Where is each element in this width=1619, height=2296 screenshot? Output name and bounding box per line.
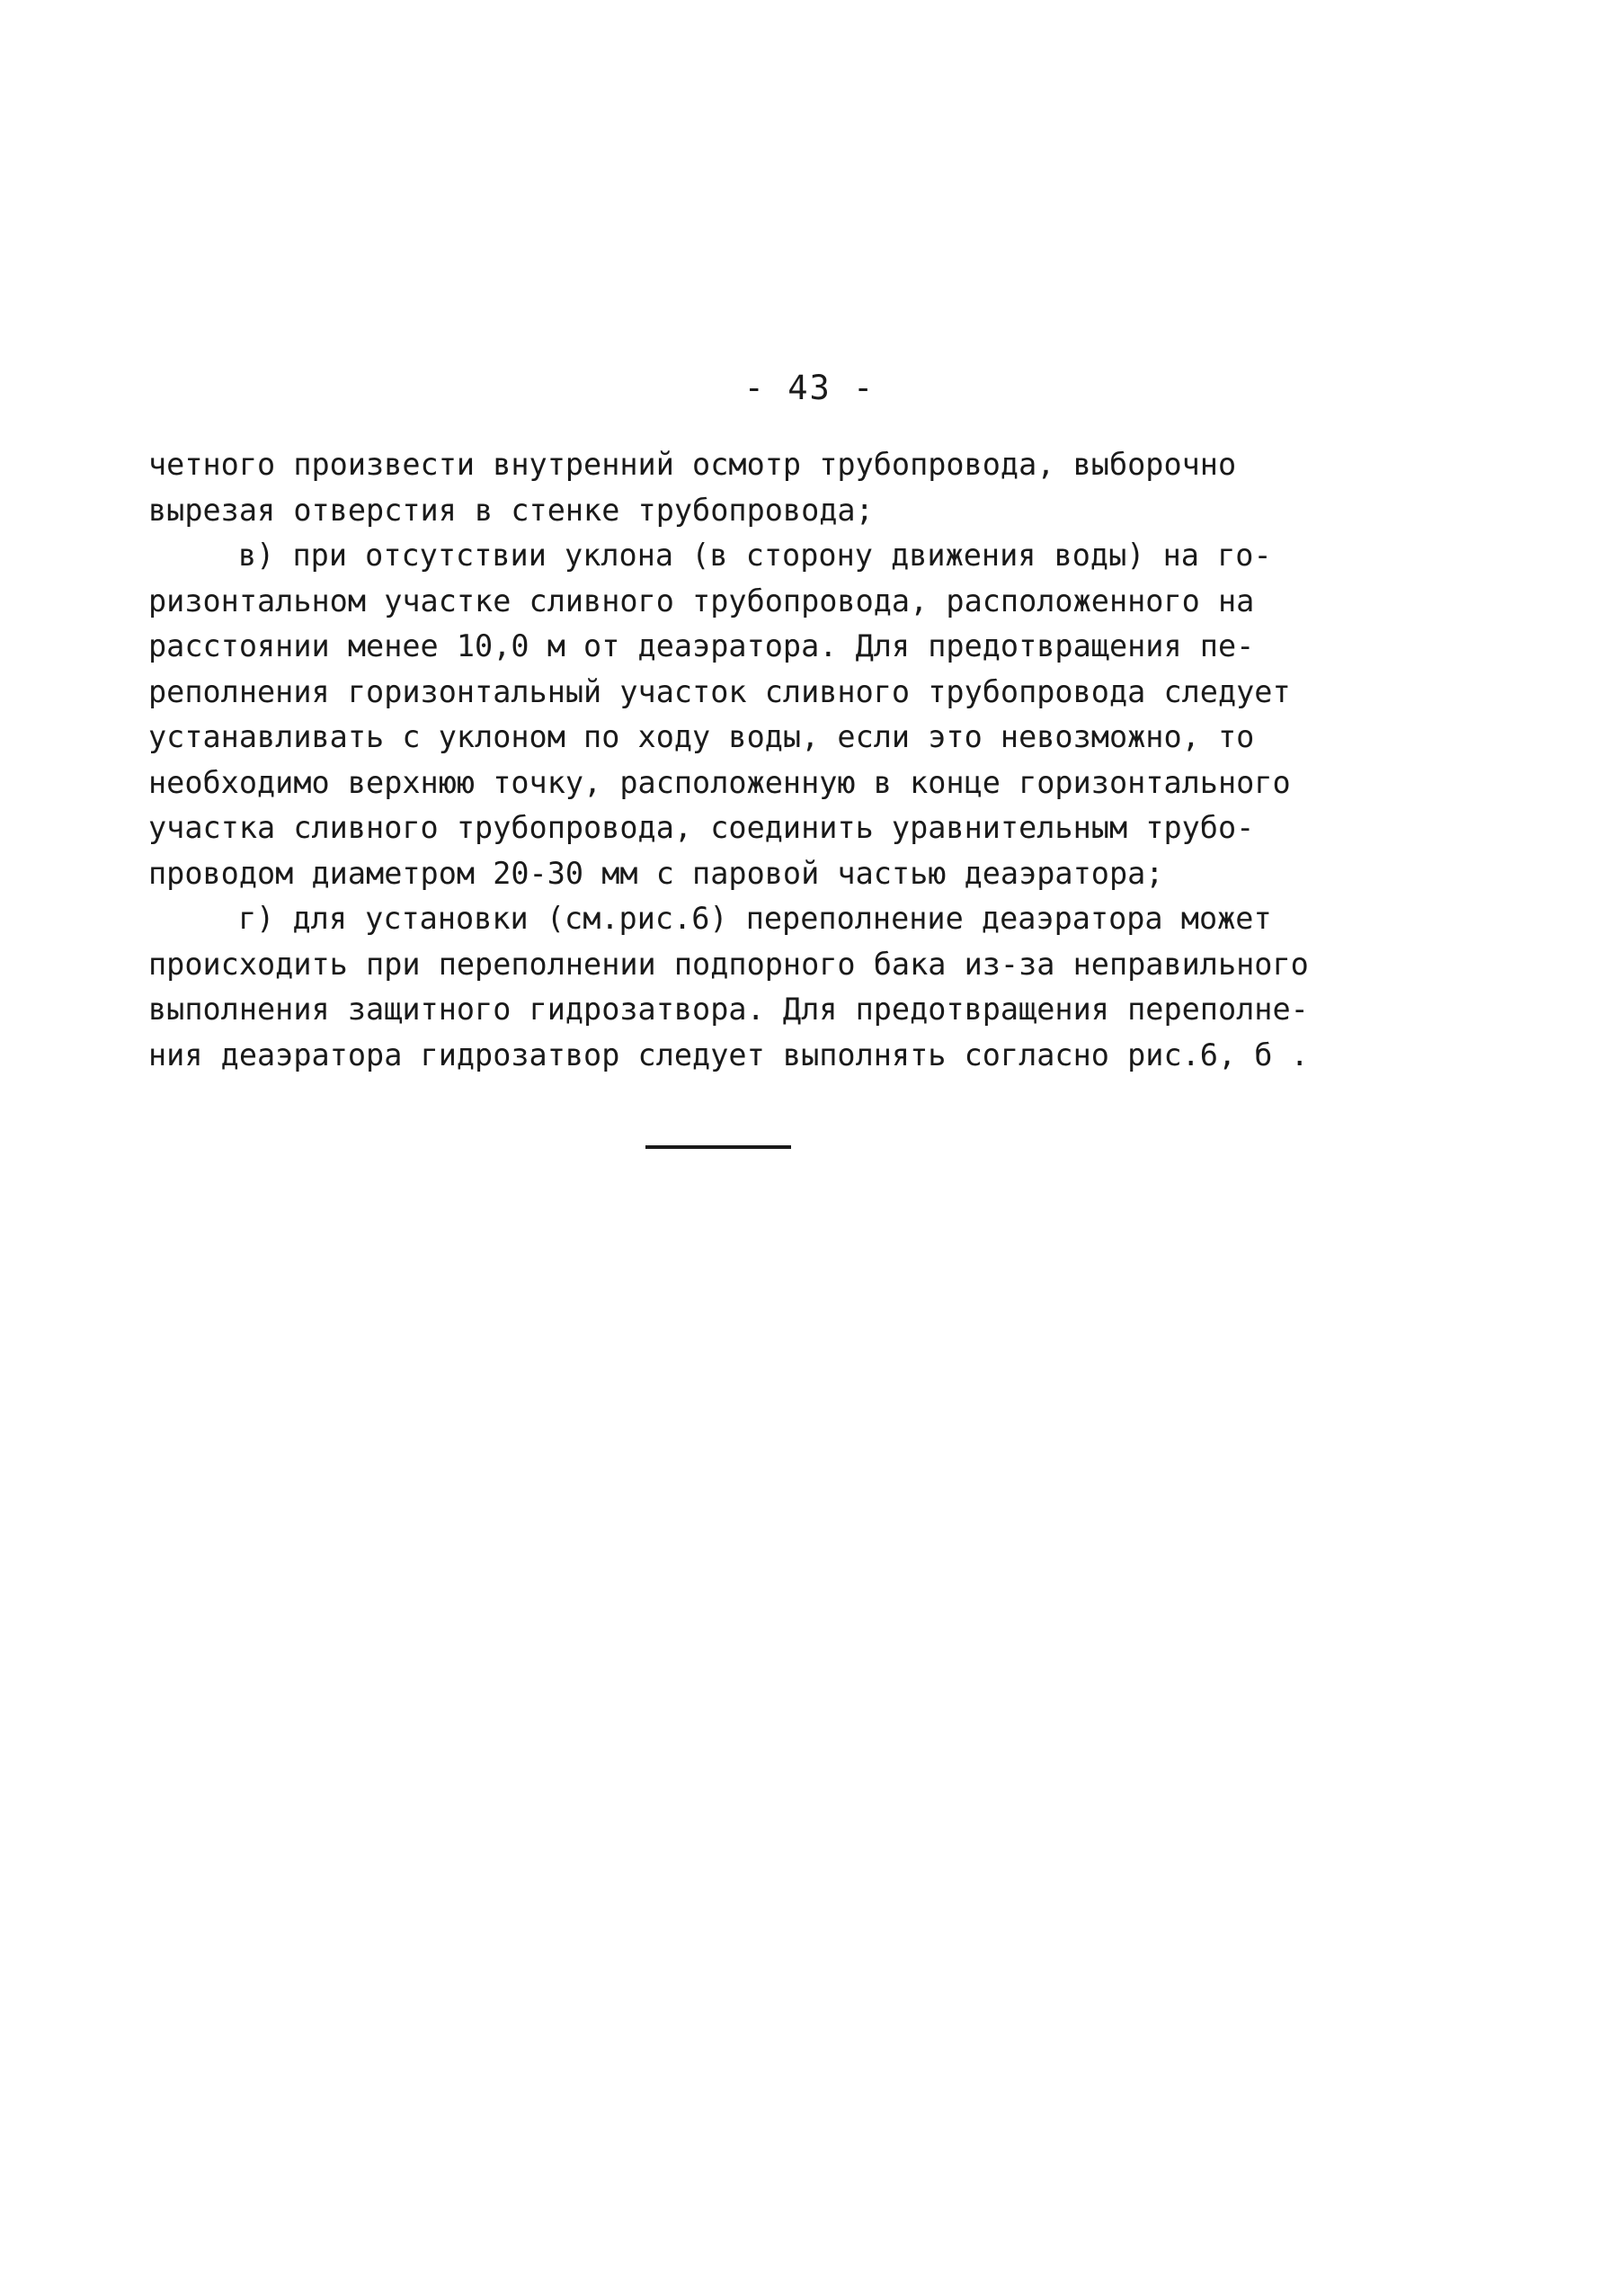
text-line: расстоянии менее 10,0 м от деаэратора. Для предотвращения пе- xyxy=(148,628,1255,663)
text-line: ризонтальном участке сливного трубопровода, расположенного на xyxy=(148,583,1255,618)
text-line: четного произвести внутренний осмотр трубопровода, выборочно xyxy=(148,447,1237,482)
text-line: реполнения горизонтальный участок сливного трубопровода следует xyxy=(148,673,1291,709)
text-line: происходить при переполнении подпорного бака из-за неправильного xyxy=(148,946,1309,982)
body-text xyxy=(148,442,1335,1078)
text-line: выполнения защитного гидрозатвора. Для предотвращения переполне- xyxy=(148,992,1309,1027)
text-line: участка сливного трубопровода, соединить уравнительным трубо- xyxy=(148,810,1255,845)
page-number: - 43 - xyxy=(743,369,876,407)
text-line: устанавливать с уклоном по ходу воды, если это невозможно, то xyxy=(148,719,1255,754)
paragraph-start-line: г) для установки (см.рис.6) переполнение деаэратора может xyxy=(238,901,1272,936)
paragraph-start-line: в) при отсутствии уклона (в сторону движения воды) на го- xyxy=(238,538,1272,573)
text-line: ния деаэратора гидрозатвор следует выполнять согласно рис.6, б . xyxy=(148,1037,1309,1072)
text-line: необходимо верхнюю точку, расположенную в конце горизонтального xyxy=(148,764,1291,800)
text-line: проводом диаметром 20-30 мм с паровой частью деаэратора; xyxy=(148,855,1164,891)
section-end-rule xyxy=(645,1145,791,1149)
text-line: вырезая отверстия в стенке трубопровода; xyxy=(148,492,874,528)
